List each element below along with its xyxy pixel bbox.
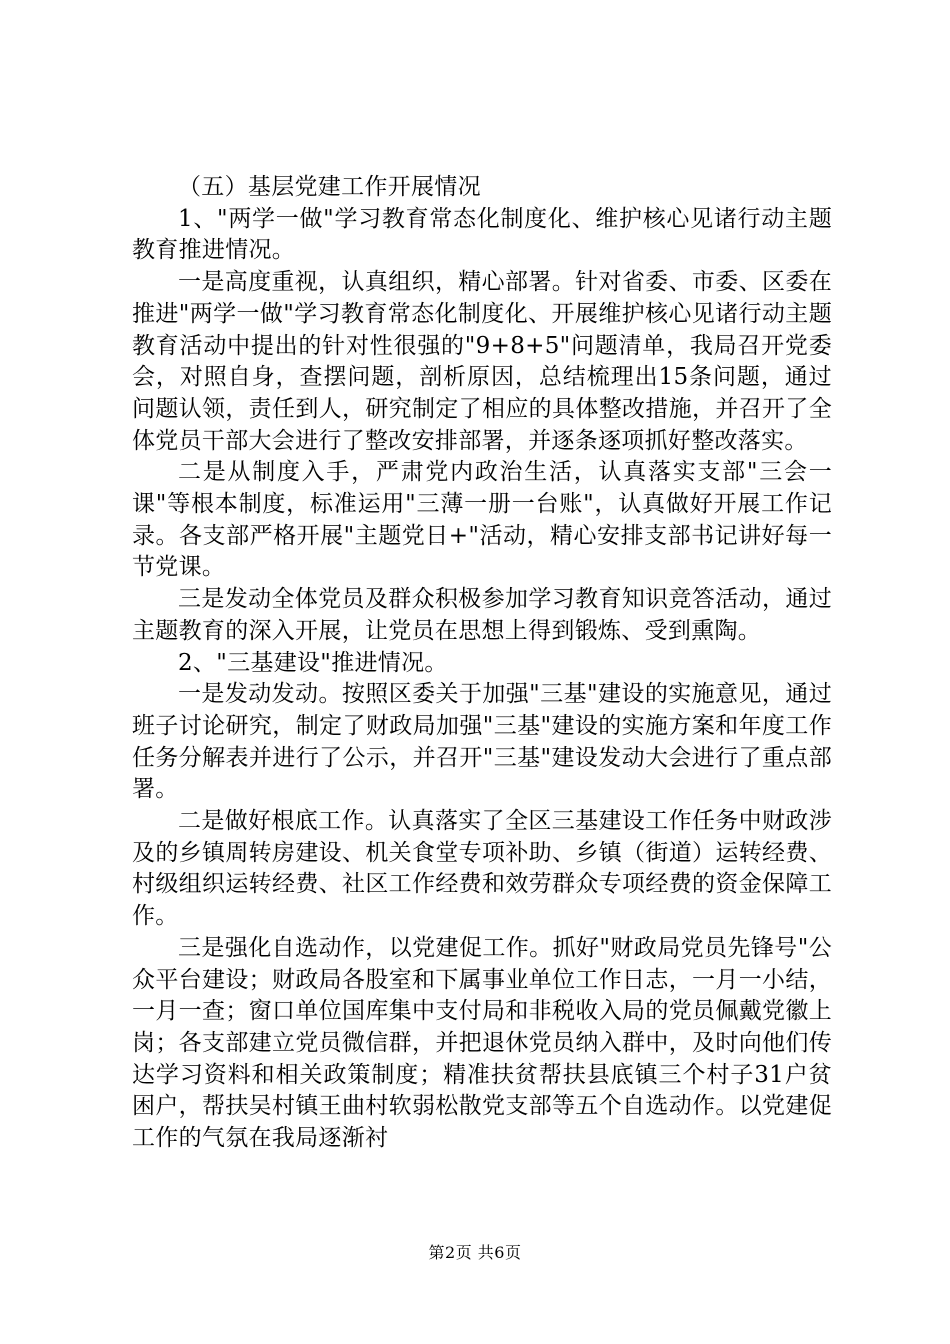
paragraph-item-two: 二是从制度入手，严肃党内政治生活，认真落实支部"三会一课"等根本制度，标准运用"三薄一册一台账"，认真做好开展工作记录。各支部严格开展"主题党日+"活动，精心安排支部书记讲好每一节党课。 xyxy=(132,459,832,581)
page-footer: 第2页 共6页 xyxy=(428,1243,522,1262)
paragraph-three-basics-three: 三是强化自选动作，以党建促工作。抓好"财政局党员先锋号"公众平台建设；财政局各股室和下属事业单位工作日志，一月一小结，一月一查；窗口单位国库集中支付局和非税收入局的党员佩戴党徽上岗；各支部建立党员微信群，并把退休党员纳入群中，及时向他们传达学习资料和相关政策制度；精准扶贫帮扶县底镇三个村子31户贫困户，帮扶吴村镇王曲村软弱松散党支部等五个自选动作。以党建促工作的气氛在我局逐渐衬 xyxy=(132,934,832,1152)
section-heading: （五）基层党建工作开展情况 xyxy=(178,174,481,200)
paragraph-three-basics-two: 二是做好根底工作。认真落实了全区三基建设工作任务中财政涉及的乡镇周转房建设、机关食堂专项补助、乡镇（街道）运转经费、村级组织运转经费、社区工作经费和效劳群众专项经费的资金保障工作。 xyxy=(132,808,832,930)
subsection-heading-study-education: 1、"两学一做"学习教育常态化制度化、维护核心见诸行动主题教育推进情况。 xyxy=(132,205,832,264)
subsection-heading-three-basics: 2、"三基建设"推进情况。 xyxy=(178,649,448,676)
paragraph-three-basics-one: 一是发动发动。按照区委关于加强"三基"建设的实施意见，通过班子讨论研究，制定了财政局加强"三基"建设的实施方案和年度工作任务分解表并进行了公示，并召开"三基"建设发动大会进行了重点部署。 xyxy=(132,681,832,803)
paragraph-item-three: 三是发动全体党员及群众积极参加学习教育知识竞答活动，通过主题教育的深入开展，让党员在思想上得到锻炼、受到熏陶。 xyxy=(132,586,832,644)
paragraph-item-one: 一是高度重视，认真组织，精心部署。针对省委、市委、区委在推进"两学一做"学习教育常态化制度化、开展维护核心见诸行动主题教育活动中提出的针对性很强的"9+8+5"问题清单，我局召开党委会，对照自身，查摆问题，剖析原因，总结梳理出15条问题，通过问题认领，责任到人，研究制定了相应的具体整改措施，并召开了全体党员干部大会进行了整改安排部署，并逐条逐项抓好整改落实。 xyxy=(132,269,832,454)
document-body xyxy=(132,172,832,1155)
